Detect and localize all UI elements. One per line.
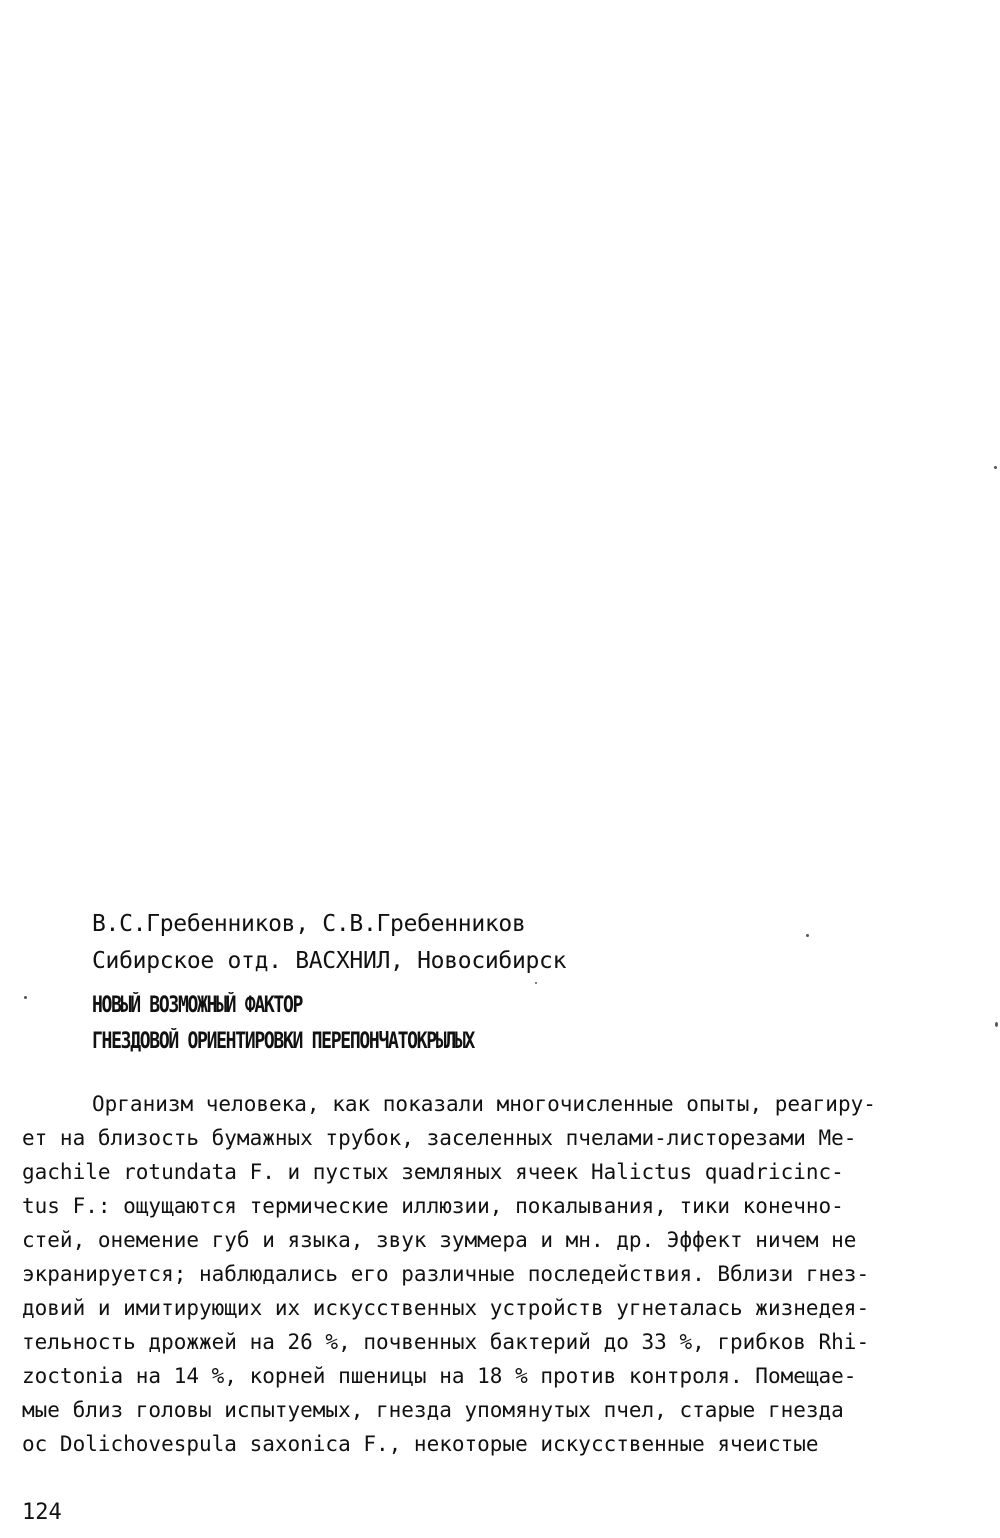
body-line: gachile rotundata F. и пустых земляных ячеек Halictus quadricinc- bbox=[22, 1160, 844, 1184]
body-line: tus F.: ощущаются термические иллюзии, покалывания, тики конечно- bbox=[22, 1194, 844, 1218]
scan-speck bbox=[24, 996, 27, 999]
scan-speck bbox=[535, 982, 537, 984]
body-line: Организм человека, как показали многочисленные опыты, реагиру- bbox=[92, 1092, 876, 1116]
body-line: zoctonia на 14 %, корней пшеницы на 18 % против контроля. Помещае- bbox=[22, 1364, 857, 1388]
article-title bbox=[92, 988, 972, 1060]
scan-speck bbox=[994, 466, 997, 469]
title-line-1: НОВЫЙ ВОЗМОЖНЫЙ ФАКТОР bbox=[92, 993, 303, 1018]
authors: В.С.Гребенников, С.В.Гребенников bbox=[92, 911, 526, 937]
body-line: ет на близость бумажных трубок, заселенных пчелами-листорезами Me- bbox=[22, 1126, 857, 1150]
body-line: ос Dolichovespula saxonica F., некоторые искусственные ячеистые bbox=[22, 1432, 819, 1456]
body-line: довий и имитирующих их искусственных устройств угнеталась жизнедея- bbox=[22, 1296, 870, 1320]
page-number: 124 bbox=[22, 1500, 62, 1525]
title-line-2: ГНЕЗДОВОЙ ОРИЕНТИРОВКИ ПЕРЕПОНЧАТОКРЫЛЫХ bbox=[92, 1029, 474, 1054]
article-header bbox=[92, 906, 972, 980]
body-line: мые близ головы испытуемых, гнезда упомянутых пчел, старые гнезда bbox=[22, 1398, 844, 1422]
body-line: экранируется; наблюдались его различные последействия. Вблизи гнез- bbox=[22, 1262, 870, 1286]
body-line: стей, онемение губ и языка, звук зуммера и мн. др. Эффект ничем не bbox=[22, 1228, 857, 1252]
affiliation: Сибирское отд. ВАСХНИЛ, Новосибирск bbox=[92, 948, 567, 974]
body-line: тельность дрожжей на 26 %, почвенных бактерий до 33 %, грибков Rhi- bbox=[22, 1330, 870, 1354]
scan-speck bbox=[995, 1022, 998, 1027]
body-paragraph bbox=[22, 1087, 982, 1461]
scan-speck bbox=[806, 934, 809, 937]
